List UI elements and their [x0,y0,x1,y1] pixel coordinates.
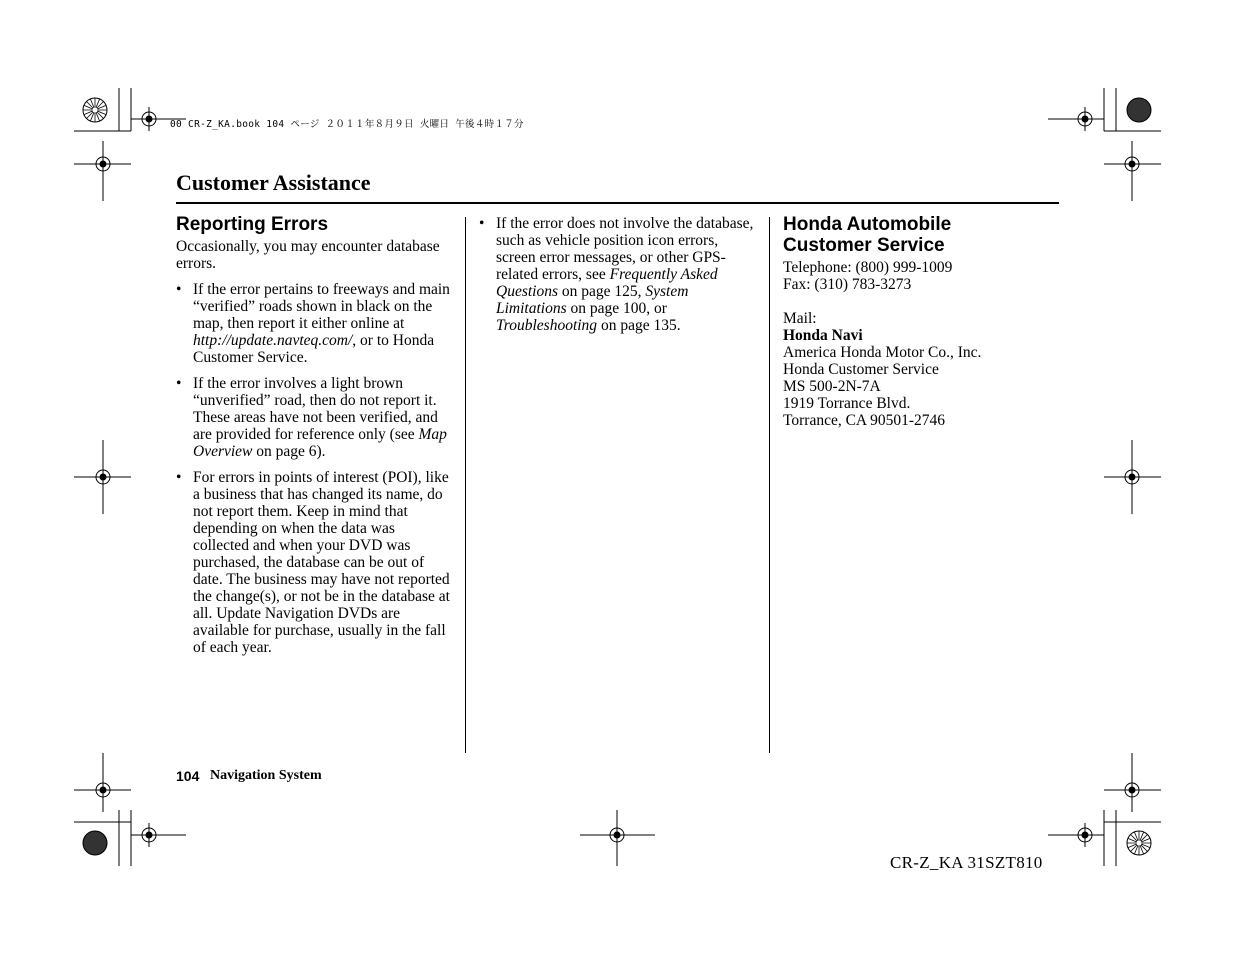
troubleshooting-reference: Troubleshooting [496,317,598,334]
faq-reference: Frequently Asked Questions [496,266,718,300]
list-item [176,281,452,366]
address-line: America Honda Motor Co., Inc. [783,344,982,361]
print-slug: 00 CR-Z_KA.book 104 ページ ２０１１年８月９日 火曜日 午後４時１７分 [170,119,524,130]
map-overview-reference: Map Overview [193,426,447,460]
item-text: If the error pertains to freeways and main “verified” roads shown in black on the map, then report it either online at [193,281,450,332]
column-right [783,214,1059,429]
bullet-list [176,281,452,656]
list-item [176,375,452,460]
bullet-list [479,215,757,334]
section-heading-reporting-errors: Reporting Errors [176,214,329,235]
item-text: If the error involves a light brown “unverified” road, then do not report it. These areas have not been verified, and are provided for reference only (see [193,375,438,443]
column-divider [465,217,466,753]
column-left [176,214,452,656]
item-text: , or to Honda Customer Service. [193,332,435,366]
footer-section: Navigation System [210,768,322,783]
section-heading-customer-service: Honda Automobile Customer Service [783,214,952,256]
bullet-icon: • [176,281,182,298]
page-number: 104 [176,768,200,784]
column-middle [479,215,757,334]
address-line: 1919 Torrance Blvd. [783,395,911,412]
item-text: For errors in points of interest (POI), like a business that has changed its name, do not report them. Keep in mind that depending on when the data was collected and when your DVD was purchased, the database can be out of date. The business may have not reported the change(s), or not be in the database at all. Update Navigation DVDs are available for purchase, usually in the fall of each year. [193,469,450,656]
list-item [176,469,452,656]
item-text: If the error does not involve the database, such as vehicle position icon errors, screen error messages, or other GPS-related errors, see [496,215,754,283]
addressee: Honda Navi [783,327,863,344]
bullet-icon: • [479,215,485,232]
column-divider [769,217,770,753]
address-line: Honda Customer Service [783,361,939,378]
telephone: Telephone: (800) 999-1009 [783,259,953,276]
navteq-link[interactable]: http://update.navteq.com/ [193,332,353,349]
bullet-icon: • [176,469,182,486]
address-line: MS 500-2N-7A [783,378,881,395]
item-text: on page 135. [597,317,681,334]
bullet-icon: • [176,375,182,392]
system-limitations-reference: System Limitations [496,283,689,317]
title-rule [176,202,1059,204]
item-text: on page 125, [558,283,646,300]
item-text: on page 100, or [566,300,667,317]
list-item [479,215,757,334]
fax: Fax: (310) 783-3273 [783,276,912,293]
address-line: Torrance, CA 90501-2746 [783,412,946,429]
item-text: on page 6). [252,443,326,460]
mail-label: Mail: [783,310,817,327]
intro-paragraph: Occasionally, you may encounter database errors. [176,238,440,272]
document-code: CR-Z_KA 31SZT810 [890,853,1043,872]
page-title: Customer Assistance [176,170,371,195]
